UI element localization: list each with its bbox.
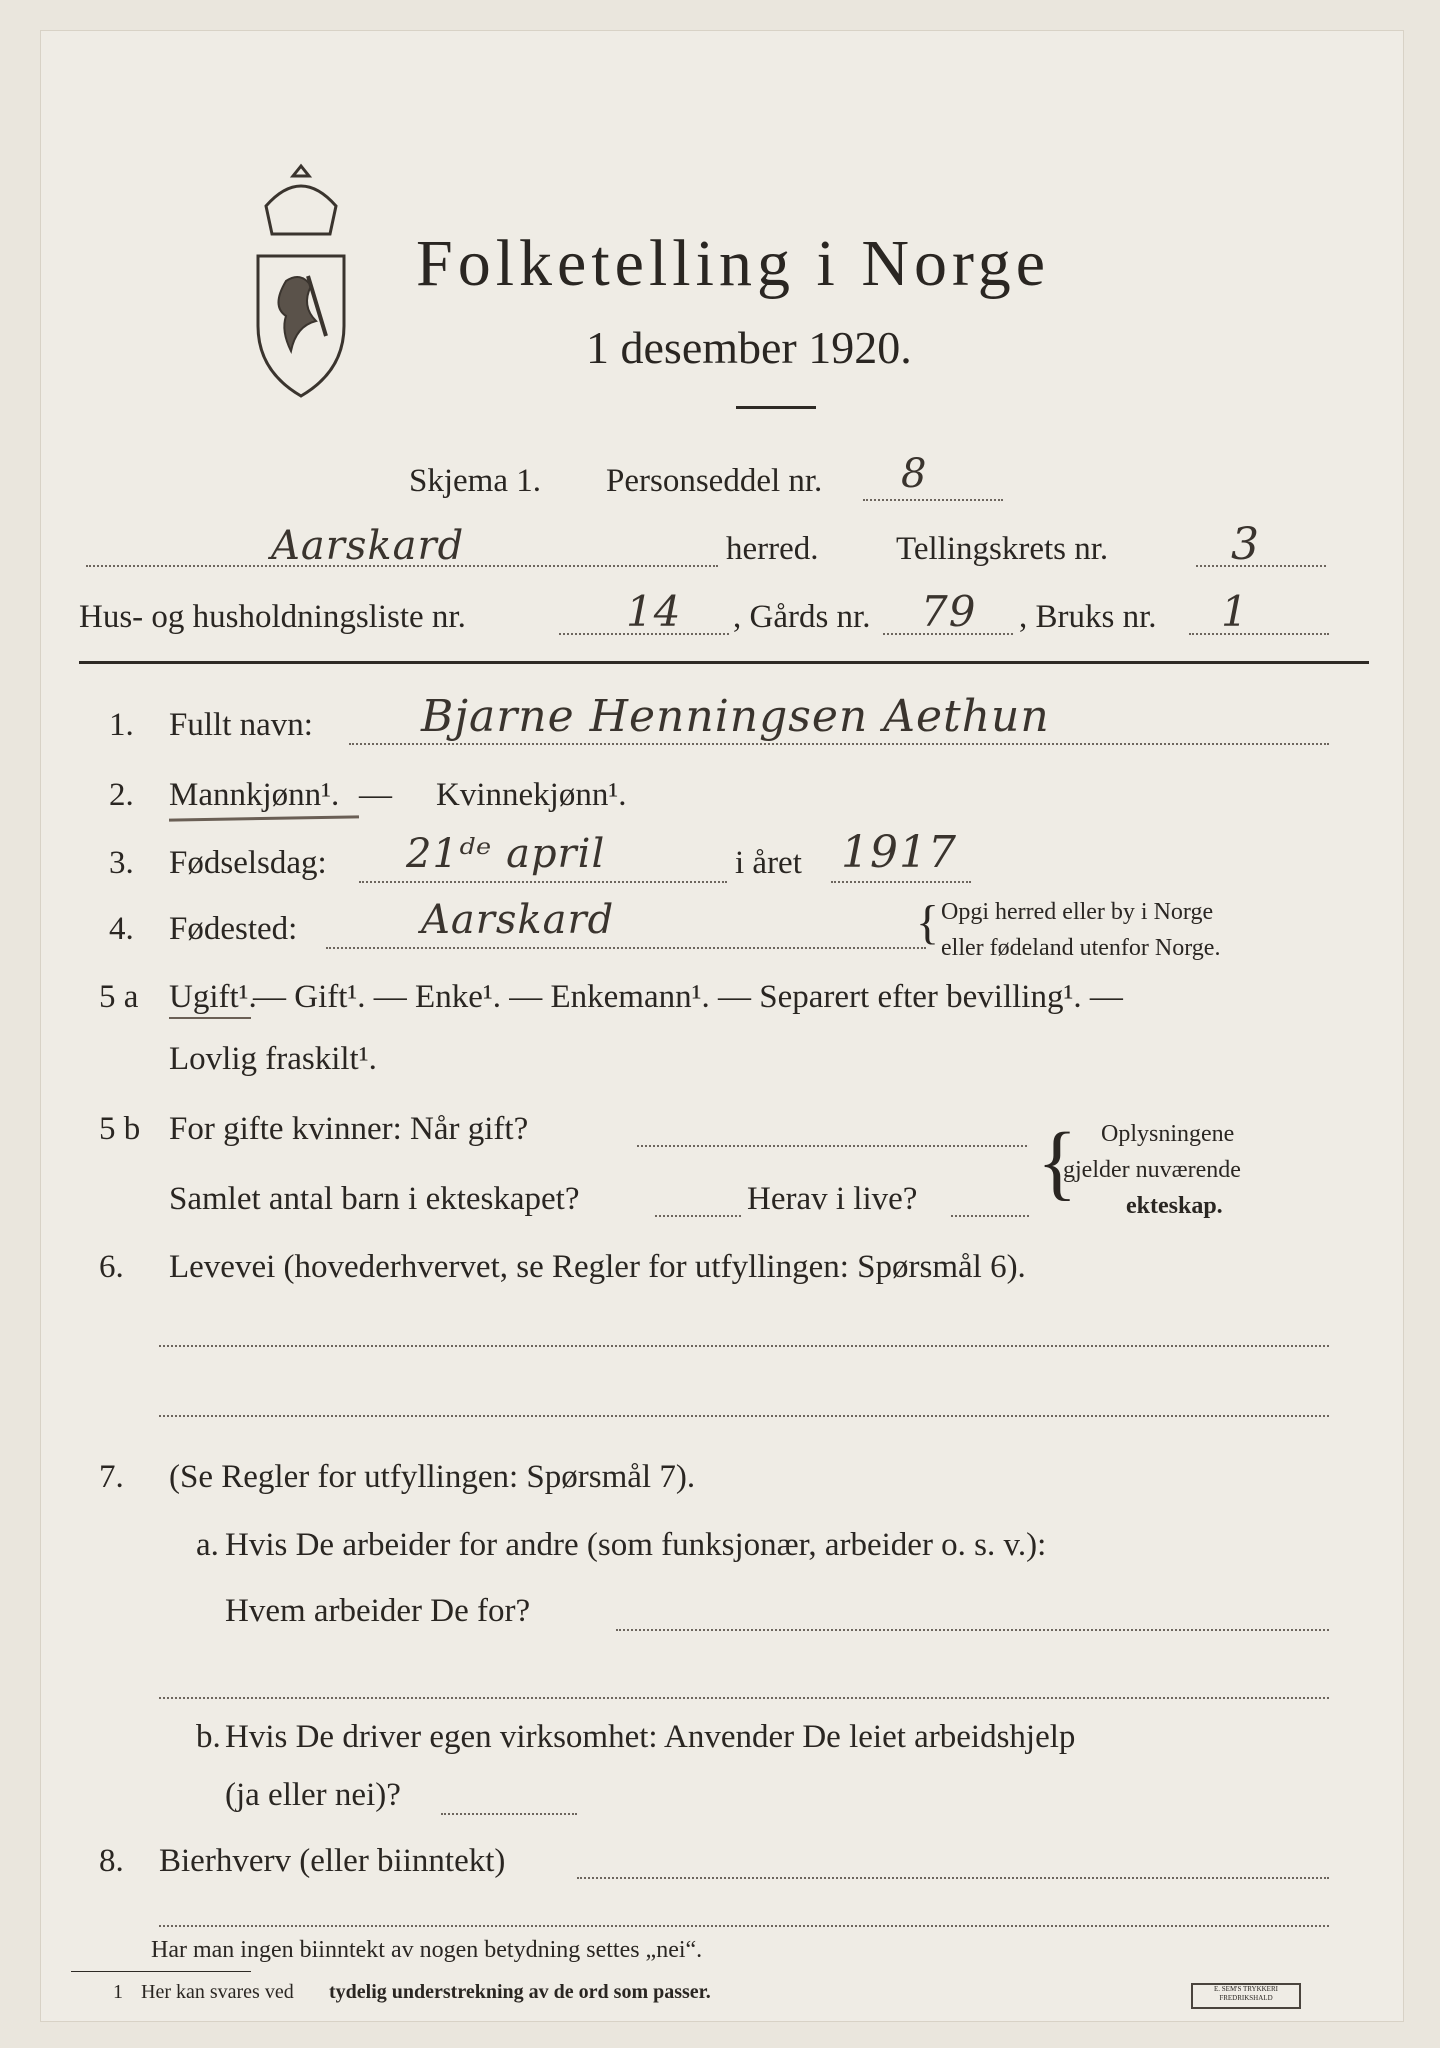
census-form-page	[40, 30, 1404, 2022]
personseddel-value: 8	[901, 451, 928, 497]
personseddel-field[interactable]	[863, 499, 1003, 501]
census-date: 1 desember 1920.	[586, 322, 912, 373]
birthplace-note-line1: Opgi herred eller by i Norge	[941, 899, 1214, 925]
children-total-label: Samlet antal barn i ekteskapet?	[169, 1181, 580, 1217]
marital-ugift-option[interactable]: Ugift¹.	[169, 979, 257, 1015]
gender-female-option[interactable]: Kvinnekjønn¹.	[436, 777, 627, 813]
birthplace-note-brace: {	[916, 896, 940, 949]
skjema-label: Skjema 1.	[409, 463, 541, 499]
title-divider	[736, 406, 816, 409]
q7a-letter: a.	[196, 1527, 219, 1563]
marriage-note-line1: Oplysningene	[1101, 1121, 1235, 1147]
bruks-label: , Bruks nr.	[1019, 599, 1157, 635]
husliste-label: Hus- og husholdningsliste nr.	[79, 599, 466, 635]
birthplace-field[interactable]	[326, 947, 926, 949]
q4-number: 4.	[109, 911, 134, 947]
birth-year-field[interactable]	[831, 881, 971, 883]
q7a-text: Hvis De arbeider for andre (som funksjonær, arbeider o. s. v.):	[225, 1527, 1047, 1563]
q1-label: Fullt navn:	[169, 707, 313, 743]
side-income-label: Bierhverv (eller biinntekt)	[159, 1843, 506, 1879]
personseddel-label: Personseddel nr.	[606, 463, 823, 499]
bruks-value: 1	[1221, 587, 1249, 636]
birthplace-note-line2: eller fødeland utenfor Norge.	[941, 935, 1221, 961]
marriage-note-line3: ekteskap.	[1126, 1193, 1223, 1219]
marriage-note-brace: {	[1037, 1116, 1078, 1209]
marital-fraskilt-option[interactable]: Lovlig fraskilt¹.	[169, 1041, 377, 1077]
married-when-field[interactable]	[637, 1145, 1027, 1147]
header-divider	[79, 661, 1369, 664]
printer-stamp-text: E. SEM'S TRYKKERI FREDRIKSHALD	[1214, 1985, 1278, 2002]
q7-number: 7.	[99, 1459, 124, 1495]
ugift-underline-mark	[169, 1017, 251, 1019]
q7b-letter: b.	[196, 1719, 221, 1755]
full-name-value: Bjarne Henningsen Aethun	[421, 691, 1050, 742]
marital-other-options[interactable]: — Gift¹. — Enke¹. — Enkemann¹. — Separert efter bevilling¹. —	[253, 979, 1123, 1015]
tellingskrets-label: Tellingskrets nr.	[896, 531, 1109, 567]
children-alive-field[interactable]	[951, 1215, 1029, 1217]
herred-label: herred.	[726, 531, 819, 567]
q5b-number: 5 b	[99, 1111, 141, 1147]
children-total-field[interactable]	[655, 1215, 741, 1217]
full-name-field[interactable]	[349, 743, 1329, 745]
birth-year-label: i året	[735, 845, 802, 881]
bruks-field[interactable]	[1189, 633, 1329, 635]
hired-help-field[interactable]	[441, 1813, 577, 1815]
norway-coat-of-arms-icon	[246, 161, 356, 401]
form-title: Folketelling i Norge	[416, 227, 1051, 300]
birthday-value: 21ᵈᵉ april	[406, 831, 606, 877]
q8-number: 8.	[99, 1843, 124, 1879]
employer-field[interactable]	[616, 1629, 1329, 1631]
marriage-note-line2: gjelder nuværende	[1063, 1157, 1241, 1183]
q4-label: Fødested:	[169, 911, 298, 947]
q3-number: 3.	[109, 845, 134, 881]
children-alive-label: Herav i live?	[747, 1181, 918, 1217]
q3-label: Fødselsdag:	[169, 845, 327, 881]
birth-year-value: 1917	[841, 827, 957, 878]
gender-separator: —	[359, 777, 392, 813]
birthplace-value: Aarskard	[421, 897, 615, 943]
side-income-field[interactable]	[577, 1877, 1329, 1879]
side-income-field-line2[interactable]	[159, 1925, 1329, 1927]
gards-label: , Gårds nr.	[733, 599, 871, 635]
q1-number: 1.	[109, 707, 134, 743]
no-income-note: Har man ingen biinntekt av nogen betydning settes „nei“.	[151, 1937, 703, 1963]
q6-number: 6.	[99, 1249, 124, 1285]
occupation-field-line1[interactable]	[159, 1345, 1329, 1347]
footnote-bold-text: tydelig understrekning av de ord som passer.	[329, 1981, 711, 2003]
husliste-value: 14	[626, 587, 682, 636]
q2-number: 2.	[109, 777, 134, 813]
occupation-label: Levevei (hovederhvervet, se Regler for utfyllingen: Spørsmål 6).	[169, 1249, 1026, 1285]
q5a-number: 5 a	[99, 979, 139, 1015]
tellingskrets-value: 3	[1231, 519, 1260, 570]
footnote-divider	[71, 1971, 251, 1972]
married-when-label: For gifte kvinner: Når gift?	[169, 1111, 529, 1147]
printer-stamp	[1191, 1983, 1301, 2009]
q7a-employer-label: Hvem arbeider De for?	[225, 1593, 531, 1629]
employer-field-line2[interactable]	[159, 1697, 1329, 1699]
footnote-mark: 1	[113, 1981, 123, 2003]
male-underline-mark	[169, 815, 359, 821]
gards-value: 79	[921, 587, 977, 636]
q7b-hired-help-label: (ja eller nei)?	[225, 1777, 401, 1813]
tellingskrets-field[interactable]	[1196, 565, 1326, 567]
gender-male-option[interactable]: Mannkjønn¹.	[169, 777, 340, 813]
birthday-field[interactable]	[359, 881, 727, 883]
q7b-text: Hvis De driver egen virksomhet: Anvender De leiet arbeidshjelp	[225, 1719, 1076, 1755]
footnote-text: Her kan svares ved	[141, 1981, 294, 2003]
occupation-field-line2[interactable]	[159, 1415, 1329, 1417]
q7-label: (Se Regler for utfyllingen: Spørsmål 7).	[169, 1459, 696, 1495]
herred-value: Aarskard	[271, 523, 465, 569]
